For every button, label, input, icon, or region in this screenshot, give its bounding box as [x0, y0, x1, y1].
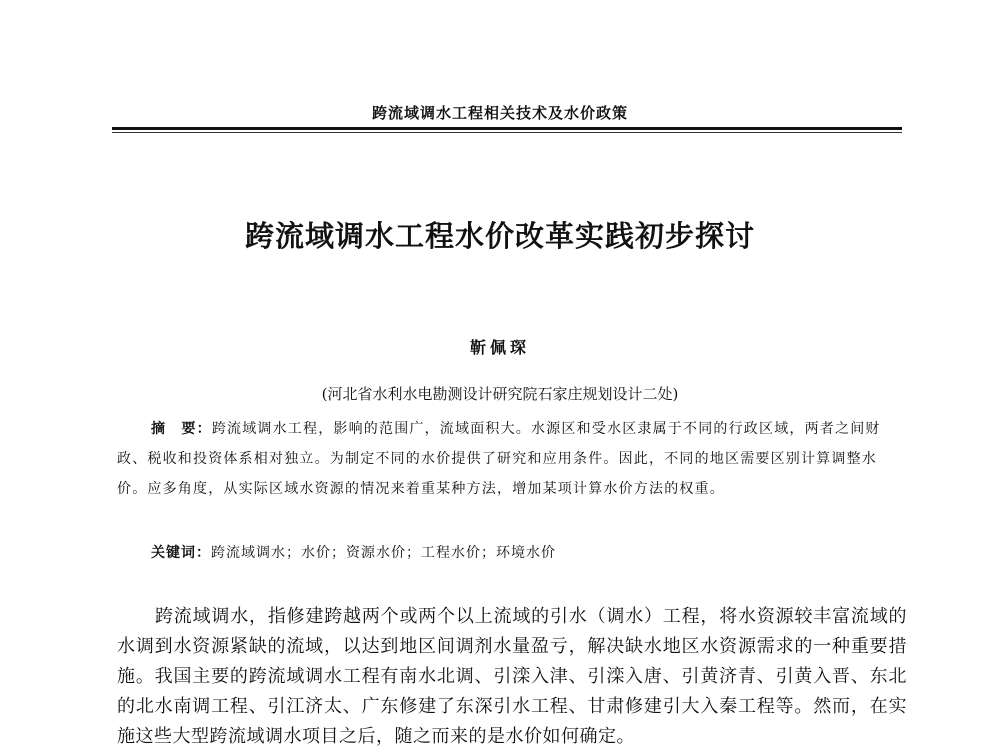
- header-rule-thin: [112, 132, 902, 133]
- abstract: [117, 414, 897, 504]
- body-paragraph: 跨流域调水，指修建跨越两个或两个以上流域的引水（调水）工程，将水资源较丰富流域的水调到水资源紧缺的流域，以达到地区间调剂水量盈亏，解决缺水地区水资源需求的一种重要措施。我国主要的跨流域调水工程有南水北调、引滦入津、引滦入唐、引黄济青、引黄入晋、东北的北水南调工程、引江济太、广东修建了东深引水工程、甘肃修建引大入秦工程等。然而，在实施这些大型跨流域调水项目之后，随之而来的是水价如何确定。: [117, 606, 907, 747]
- body-text: [117, 602, 907, 752]
- keywords-text: 跨流域调水；水价；资源水价；工程水价；环境水价: [211, 545, 556, 561]
- abstract-label: 摘 要：: [151, 421, 212, 437]
- header-rule-thick: [112, 127, 902, 130]
- abstract-text: 跨流域调水工程，影响的范围广，流域面积大。水源区和受水区隶属于不同的行政区域，两者之间财政、税收和投资体系相对独立。为制定不同的水价提供了研究和应用条件。因此，不同的地区需要区别计算调整水价。应多角度，从实际区域水资源的情况来着重某种方法，增加某项计算水价方法的权重。: [117, 421, 881, 497]
- keywords: [151, 542, 556, 562]
- running-header: 跨流域调水工程相关技术及水价政策: [371, 104, 628, 122]
- author-affiliation: (河北省水利水电勘测设计研究院石家庄规划设计二处): [321, 385, 679, 403]
- keywords-label: 关键词：: [151, 545, 211, 561]
- author-name: 靳佩琛: [469, 338, 530, 357]
- paper-title: 跨流域调水工程水价改革实践初步探讨: [244, 219, 755, 253]
